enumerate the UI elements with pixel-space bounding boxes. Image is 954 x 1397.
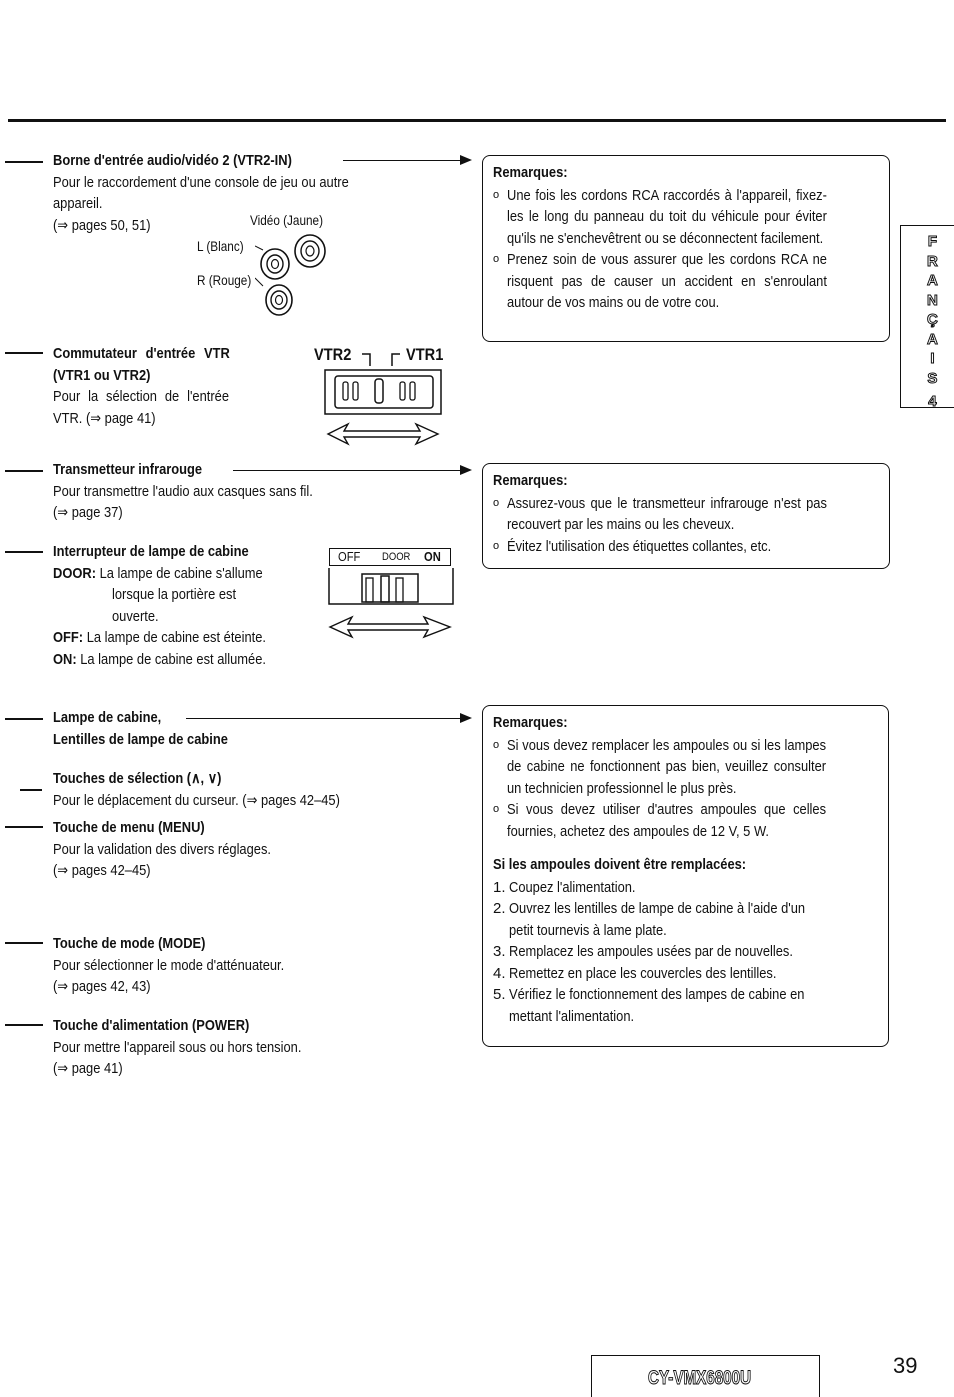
item-select-keys xyxy=(53,768,387,811)
off-text: La lampe de cabine est éteinte. xyxy=(86,629,266,646)
item-text: Pour la validation des divers réglages. xyxy=(53,840,271,858)
item-title: Touches de sélection (∧, ∨) xyxy=(53,770,222,787)
door-text: La lampe de cabine s'allume xyxy=(99,564,263,582)
label-on: ON xyxy=(424,549,441,564)
page-number: 39 xyxy=(893,1353,918,1378)
item-menu-key xyxy=(53,817,306,882)
item-infrared xyxy=(53,459,355,524)
jack-label-left: L (Blanc) xyxy=(197,238,244,254)
door-label: DOOR: xyxy=(53,564,96,582)
pointer-arrowhead xyxy=(460,465,472,475)
leader-line xyxy=(5,826,43,828)
step-item: 4. Remettez en place les couvercles des lentilles. xyxy=(493,964,777,982)
pointer-line xyxy=(343,160,461,161)
on-label: ON: xyxy=(53,650,77,668)
step-item: 5. Vérifiez le fonctionnement des lampes de cabine en mettant l'alimentation. xyxy=(493,986,805,1025)
side-letter: I xyxy=(930,350,935,367)
item-text: Pour transmettre l'audio aux casques sans fil. xyxy=(53,482,313,500)
vtr2-label: VTR2 xyxy=(314,345,352,364)
side-letter: 4 xyxy=(928,393,937,410)
side-tab-letters xyxy=(927,232,938,412)
jack-label-video: Vidéo (Jaune) xyxy=(250,212,324,228)
language-side-tab xyxy=(900,225,954,408)
leader-line xyxy=(5,942,43,944)
note-bullet: o Assurez-vous que le transmetteur infrarouge n'est pas recouvert par les mains ou les cheveux. xyxy=(493,494,827,533)
top-rule xyxy=(8,119,946,122)
model-name: CY-VMX6800U xyxy=(648,1368,752,1389)
cabin-switch-labels xyxy=(329,548,451,566)
item-text xyxy=(53,563,266,585)
item-mode-key xyxy=(53,933,322,998)
item-text: VTR. (⇒ page 41) xyxy=(53,409,156,427)
side-letter: S xyxy=(927,369,938,387)
off-label: OFF: xyxy=(53,629,84,646)
pointer-line xyxy=(186,718,461,719)
note-bullet: o Une fois les cordons RCA raccordés à l'appareil, fixez-les le long du panneau du toit du véhicule pour éviter qu'ils ne s'enchevêtrent ou se déconnectent facilement. xyxy=(493,186,827,247)
side-letter: R xyxy=(927,252,938,270)
side-letter: A xyxy=(927,272,938,289)
item-text: Pour mettre l'appareil sous ou hors tension. xyxy=(53,1038,302,1056)
on-text: La lampe de cabine est allumée. xyxy=(80,650,266,668)
item-text: Pour le déplacement du curseur. (⇒ pages 42–45) xyxy=(53,791,340,809)
rca-jacks-figure xyxy=(255,228,330,323)
notes-box-lamp xyxy=(482,705,889,1047)
item-title: Interrupteur de lampe de cabine xyxy=(53,543,249,560)
leader-line xyxy=(20,789,42,791)
item-text: (⇒ page 37) xyxy=(53,504,123,521)
item-text: appareil. xyxy=(53,195,103,212)
leader-line xyxy=(5,470,43,472)
item-text xyxy=(53,649,266,671)
item-title: Touche d'alimentation (POWER) xyxy=(53,1017,250,1034)
pointer-line xyxy=(233,470,461,471)
item-text: ouverte. xyxy=(112,607,159,625)
item-title: Transmetteur infrarouge xyxy=(53,461,203,478)
note-bullet: o Si vous devez utiliser d'autres ampoules que celles fournies, achetez des ampoules de 12 V, 5 W. xyxy=(493,801,827,840)
item-text: (⇒ pages 42, 43) xyxy=(53,978,151,995)
note-bullet: o Prenez soin de vous assurer que les cordons RCA ne risquent pas de causer un accident en s'enroulant autour de vos mains ou de votre cou. xyxy=(493,251,827,311)
item-vtr2-in xyxy=(53,150,397,236)
item-text xyxy=(53,627,266,649)
item-title: Touche de menu (MENU) xyxy=(53,819,205,836)
item-text: lorsque la portière est xyxy=(112,586,237,603)
side-letter: A xyxy=(927,330,938,348)
jack-icon-video xyxy=(295,235,325,267)
note-bullet: o Évitez l'utilisation des étiquettes collantes, etc. xyxy=(493,537,772,555)
step-item: 3. Remplacez les ampoules usées par de nouvelles. xyxy=(493,943,793,960)
vtr-switch-figure xyxy=(322,346,447,456)
step-item: 2. Ouvrez les lentilles de lampe de cabine à l'aide d'un petit tournevis à lame plate. xyxy=(493,900,806,939)
item-text: Pour le raccordement d'une console de jeu ou autre xyxy=(53,173,349,191)
notes-box-vtr2 xyxy=(482,155,890,342)
item-title: Commutateur d'entrée VTR xyxy=(53,345,230,362)
item-title: Borne d'entrée audio/vidéo 2 (VTR2-IN) xyxy=(53,152,292,169)
notes-title: Remarques: xyxy=(493,472,568,489)
leader-line xyxy=(5,161,43,163)
note-bullet: o Si vous devez remplacer les ampoules ou si les lampes de cabine ne fonctionnent pas bien, veuillez consulter un technicien professionnel le plus près. xyxy=(493,736,827,797)
item-text: Pour la sélection de l'entrée xyxy=(53,388,230,405)
item-vtr-switch xyxy=(53,343,259,429)
pointer-arrowhead xyxy=(460,713,472,723)
item-title: (VTR1 ou VTR2) xyxy=(53,366,151,384)
item-title: Lentilles de lampe de cabine xyxy=(53,730,228,748)
item-text: (⇒ pages 42–45) xyxy=(53,862,151,879)
jack-label-right: R (Rouge) xyxy=(197,272,252,288)
jack-icon-right xyxy=(266,285,292,315)
leader-line xyxy=(5,352,43,354)
replacement-title: Si les ampoules doivent être remplacées: xyxy=(493,856,747,873)
leader-line xyxy=(5,718,43,720)
side-letter: N xyxy=(927,291,938,309)
label-off: OFF xyxy=(338,549,361,564)
item-power-key xyxy=(53,1015,342,1080)
jack-icon-left xyxy=(261,249,289,279)
notes-box-infrared xyxy=(482,463,890,569)
vtr1-label: VTR1 xyxy=(406,345,444,364)
side-letter: Ç xyxy=(927,311,938,328)
notes-title: Remarques: xyxy=(493,164,568,181)
item-text: (⇒ page 41) xyxy=(53,1060,123,1077)
pointer-arrowhead xyxy=(460,155,472,165)
label-door: DOOR xyxy=(382,551,411,563)
item-title: Touche de mode (MODE) xyxy=(53,935,206,952)
cabin-switch-figure xyxy=(326,566,456,646)
item-cabin-switch xyxy=(53,541,301,670)
step-item: 1. Coupez l'alimentation. xyxy=(493,878,636,896)
item-text: Pour sélectionner le mode d'atténuateur. xyxy=(53,956,285,974)
leader-line xyxy=(5,551,43,553)
leader-line xyxy=(5,1024,43,1026)
item-cabin-lamp xyxy=(53,707,256,750)
item-title: Lampe de cabine, xyxy=(53,709,162,726)
item-text: (⇒ pages 50, 51) xyxy=(53,216,151,234)
notes-title: Remarques: xyxy=(493,714,568,731)
side-letter: F xyxy=(927,233,937,250)
